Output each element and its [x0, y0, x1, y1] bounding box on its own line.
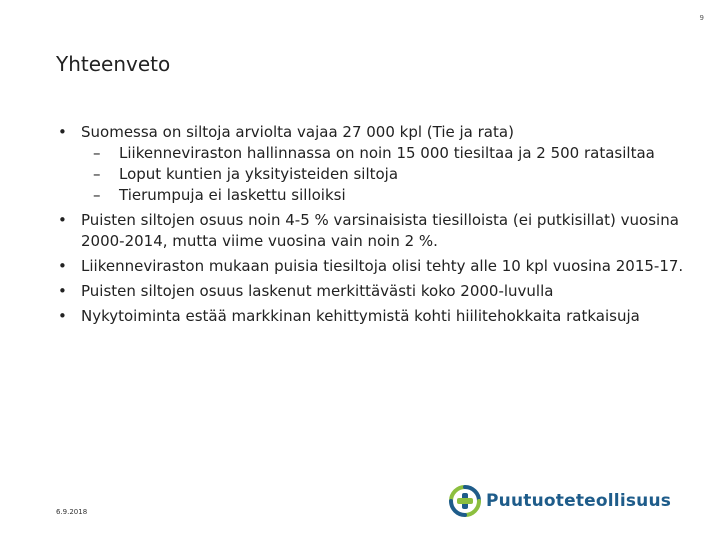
logo-text: Puutuoteteollisuus	[486, 491, 672, 511]
logo-mark-icon	[448, 484, 482, 518]
footer-date: 6.9.2018	[56, 508, 88, 516]
sub-bullet-item: – Liikenneviraston hallinnassa on noin 15 000 tiesiltaa ja 2 500 ratasiltaa	[56, 143, 686, 164]
slide-number: 9	[699, 14, 704, 22]
sub-bullet-item: – Tierumpuja ei laskettu silloiksi	[56, 185, 686, 206]
sub-bullet-item: – Loput kuntien ja yksityisteiden siltoja	[56, 164, 686, 185]
bullet-list	[56, 118, 686, 327]
bullet-item: • Suomessa on siltoja arviolta vajaa 27 000 kpl (Tie ja rata)	[56, 122, 686, 143]
bullet-item: • Liikenneviraston mukaan puisia tiesiltoja olisi tehty alle 10 kpl vuosina 2015-17.	[56, 256, 686, 277]
bullet-item: • Nykytoiminta estää markkinan kehittymistä kohti hiilitehokkaita ratkaisuja	[56, 306, 686, 327]
company-logo	[448, 484, 671, 518]
bullet-item: • Puisten siltojen osuus laskenut merkittävästi koko 2000-luvulla	[56, 281, 686, 302]
slide-title: Yhteenveto	[56, 52, 171, 76]
bullet-item: • Puisten siltojen osuus noin 4-5 % varsinaisista tiesilloista (ei putkisillat) vuosina 2000-2014, mutta viime vuosina vain noin 2 %.	[56, 210, 686, 252]
